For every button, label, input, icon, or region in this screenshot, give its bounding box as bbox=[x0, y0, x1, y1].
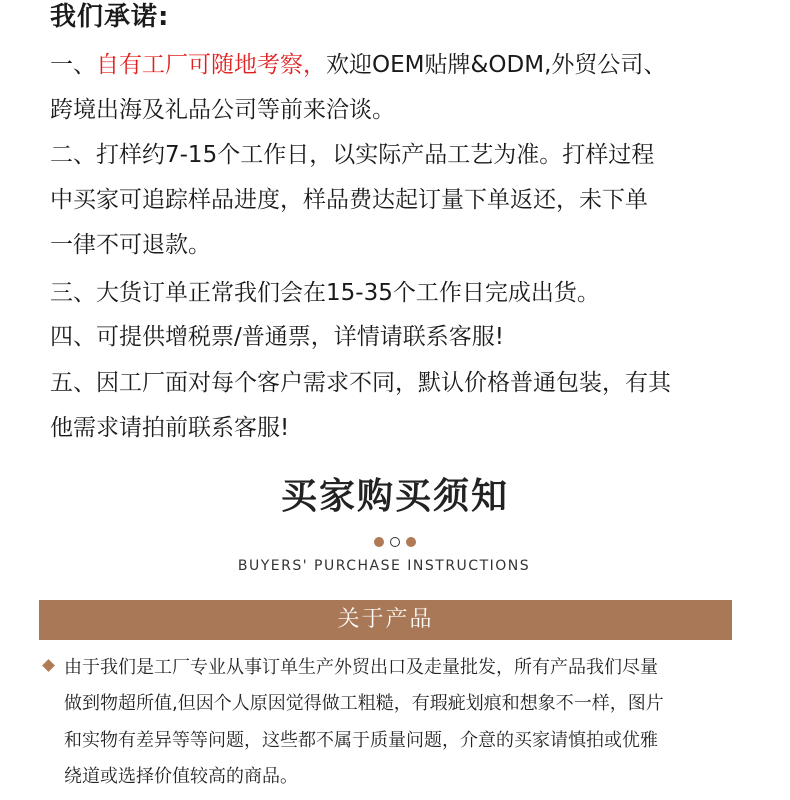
about-product-banner: 关于产品 bbox=[39, 600, 732, 640]
promise-item-2-line2: 中买家可追踪样品进度，样品费达起订量下单返还，未下单 bbox=[50, 187, 648, 213]
about-line-3: 和实物有差异等等问题，这些都不属于质量问题，介意的买家请慎拍或优雅 bbox=[64, 730, 658, 751]
promise-item-1 bbox=[50, 50, 666, 80]
dot-filled-icon bbox=[374, 537, 384, 547]
promise-item-5-line1: 五、因工厂面对每个客户需求不同，默认价格普通包装，有其 bbox=[50, 370, 671, 396]
dot-filled-icon bbox=[406, 537, 416, 547]
dot-hollow-icon bbox=[390, 537, 400, 547]
diamond-bullet-icon bbox=[42, 659, 55, 672]
promise-item-4: 四、可提供增税票/普通票，详情请联系客服! bbox=[50, 324, 504, 350]
promise-item-1-prefix: 一、 bbox=[50, 52, 96, 78]
promise-item-3: 三、大货订单正常我们会在15-35个工作日完成出货。 bbox=[50, 280, 600, 306]
section-subheading: BUYERS' PURCHASE INSTRUCTIONS bbox=[237, 558, 531, 574]
about-line-2: 做到物超所值,但因个人原因觉得做工粗糙，有瑕疵划痕和想象不一样，图片 bbox=[64, 693, 664, 714]
promise-title: 我们承诺: bbox=[50, 2, 170, 32]
promise-item-2-line1: 二、打样约7-15个工作日，以实际产品工艺为准。打样过程 bbox=[50, 142, 655, 168]
about-line-1: 由于我们是工厂专业从事订单生产外贸出口及走量批发，所有产品我们尽量 bbox=[64, 657, 658, 678]
promise-item-1-line2: 跨境出海及礼品公司等前来洽谈。 bbox=[50, 97, 395, 123]
promise-item-1-highlight: 自有工厂可随地考察， bbox=[96, 52, 326, 78]
section-heading: 买家购买须知 bbox=[280, 476, 509, 517]
promise-item-2-line3: 一律不可退款。 bbox=[50, 232, 211, 258]
promise-item-1-rest: 欢迎OEM贴牌&ODM,外贸公司、 bbox=[326, 52, 667, 78]
decorative-dots bbox=[0, 537, 790, 547]
promise-item-5-line2: 他需求请拍前联系客服! bbox=[50, 415, 290, 441]
about-line-4: 绕道或选择价值较高的商品。 bbox=[64, 766, 298, 787]
